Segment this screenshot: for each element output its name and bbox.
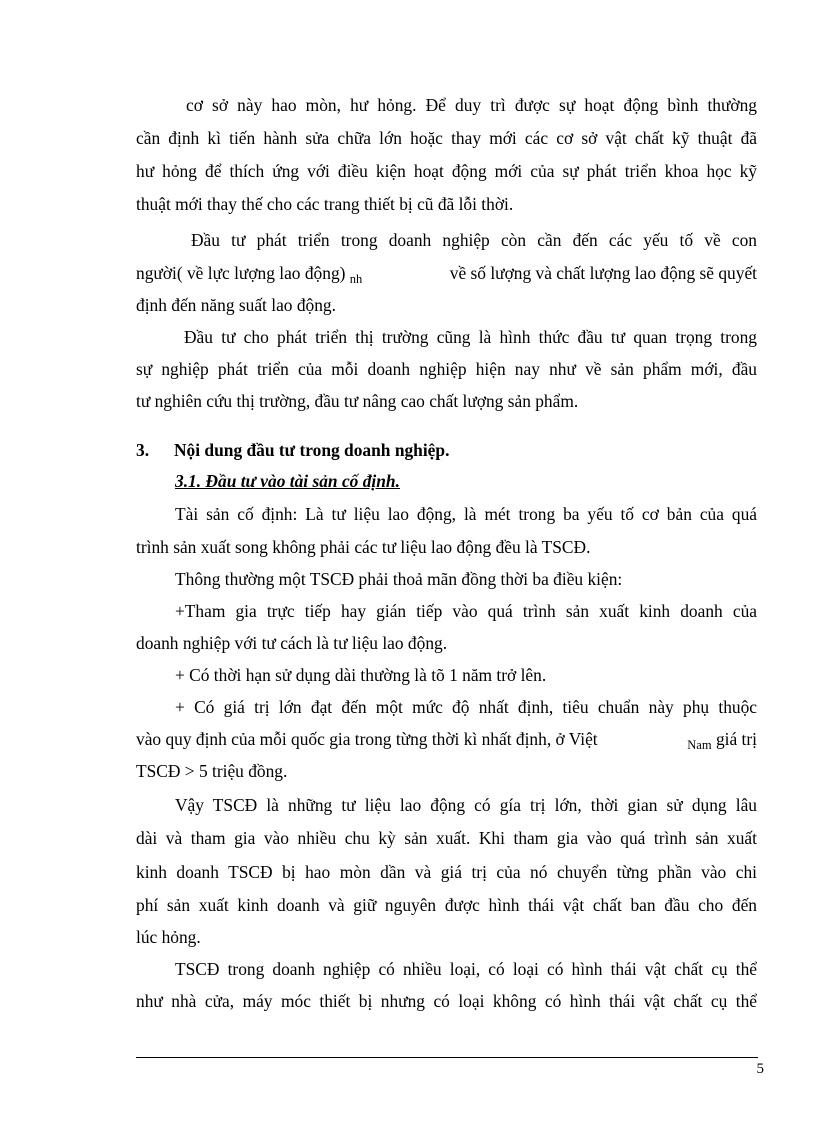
paragraph-line: TSCĐ trong doanh nghiệp có nhiều loại, có loại có hình thái vật chất cụ thể (175, 959, 757, 979)
paragraph-line: lúc hỏng. (136, 927, 201, 947)
line-segment: về số lượng và chất lượng lao động sẽ quyết (449, 263, 757, 283)
paragraph-line: cơ sở này hao mòn, hư hỏng. Để duy trì được sự hoạt động bình thường (186, 95, 757, 115)
paragraph-line: doanh nghiệp với tư cách là tư liệu lao động. (136, 633, 448, 653)
paragraph-line: tư nghiên cứu thị trường, đầu tư nâng cao chất lượng sản phẩm. (136, 391, 579, 411)
paragraph-line: dài và tham gia vào nhiều chu kỳ sản xuất. Khi tham gia vào quá trình sản xuất (136, 828, 757, 848)
paragraph-line: + Có thời hạn sử dụng dài thường là tõ 1 năm trở lên. (175, 665, 547, 685)
footer-divider (136, 1057, 758, 1058)
paragraph-line: Đầu tư cho phát triển thị trường cũng là hình thức đầu tư quan trọng trong (184, 327, 757, 347)
paragraph-line (136, 728, 757, 752)
paragraph-line: cần định kì tiến hành sửa chữa lớn hoặc thay mới các cơ sở vật chất kỹ thuật đã (136, 128, 757, 148)
paragraph-line: hư hỏng để thích ứng với điều kiện hoạt động mới của sự phát triển khoa học kỹ (136, 161, 757, 181)
subsection-heading (175, 470, 757, 492)
subscript-text: Nam (687, 738, 712, 752)
paragraph-line (136, 262, 757, 286)
paragraph-line: Tài sản cố định: Là tư liệu lao động, là mét trong ba yếu tố cơ bản của quá (175, 504, 757, 524)
paragraph-line: trình sản xuất song không phải các tư liệu lao động đều là TSCĐ. (136, 537, 591, 557)
paragraph-line: thuật mới thay thế cho các trang thiết bị cũ đã lỗi thời. (136, 194, 514, 214)
paragraph-line: Đầu tư phát triển trong doanh nghiệp còn cần đến các yếu tố về con (191, 230, 757, 250)
paragraph-line: Thông thường một TSCĐ phải thoả mãn đồng thời ba điều kiện: (175, 569, 623, 589)
section-title: Nội dung đầu tư trong doanh nghiệp. (174, 440, 450, 460)
paragraph-line: Vậy TSCĐ là những tư liệu lao động có gía trị lớn, thời gian sử dụng lâu (175, 795, 757, 815)
paragraph-line: +Tham gia trực tiếp hay gián tiếp vào quá trình sản xuất kinh doanh của (175, 601, 757, 621)
paragraph-line: + Có giá trị lớn đạt đến một mức độ nhất định, tiêu chuẩn này phụ thuộc (175, 697, 757, 717)
subscript-text: nh (349, 272, 363, 286)
section-number: 3. (136, 440, 150, 460)
section-heading (136, 439, 757, 461)
paragraph-line: như nhà cửa, máy móc thiết bị nhưng có loại không có hình thái vật chất cụ thể (136, 991, 757, 1011)
paragraph-line: TSCĐ > 5 triệu đồng. (136, 761, 288, 781)
line-segment: người( về lực lượng lao động) (136, 263, 346, 283)
line-segment: vào quy định của mỗi quốc gia trong từng thời kì nhất định, ở Việt (136, 729, 598, 749)
line-segment: giá trị (715, 729, 757, 749)
page-number: 5 (756, 1061, 764, 1077)
paragraph-line: phí sản xuất kinh doanh và giữ nguyên được hình thái vật chất ban đầu cho đến (136, 895, 757, 915)
paragraph-line: kinh doanh TSCĐ bị hao mòn dần và giá trị của nó chuyển từng phần vào chi (136, 862, 757, 882)
paragraph-line: định đến năng suất lao động. (136, 295, 336, 315)
subsection-title: 3.1. Đầu tư vào tài sản cố định. (175, 471, 400, 491)
paragraph-line: sự nghiệp phát triển của mỗi doanh nghiệp hiện nay như về sản phẩm mới, đầu (136, 359, 757, 379)
